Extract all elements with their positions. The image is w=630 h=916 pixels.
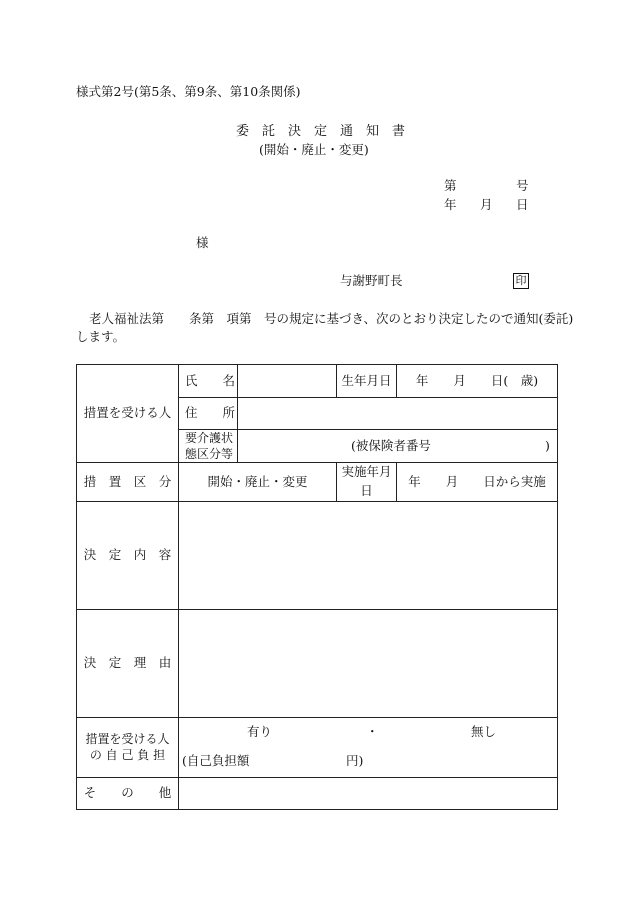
birth-value[interactable]: 年 月 日( 歳): [397, 365, 558, 398]
burden-label-line1: 措置を受ける人: [85, 732, 170, 747]
document-subtitle: (開始・廃止・変更): [259, 142, 369, 157]
burden-label-line2: の 自 己 負 担: [89, 748, 166, 763]
doc-number-go: 号: [516, 178, 529, 193]
issuer-name: 与謝野町長: [340, 273, 403, 288]
name-value-cell[interactable]: [238, 365, 337, 398]
date-day: 日: [516, 197, 529, 212]
burden-no-option[interactable]: 無し: [471, 723, 497, 739]
row-self-burden: [77, 717, 558, 777]
content-value-cell[interactable]: [179, 501, 558, 609]
address-label: 住 所: [179, 398, 238, 430]
care-level-label-line1: 要介護状: [185, 431, 234, 445]
category-label: 措 置 区 分: [77, 463, 179, 502]
decision-form-table: [76, 364, 558, 810]
row-content: [77, 501, 558, 609]
burden-yen-unit: 円): [346, 752, 364, 768]
doc-number-dai: 第: [444, 178, 457, 193]
row-name: [77, 365, 558, 398]
category-value[interactable]: 開始・廃止・変更: [179, 463, 337, 502]
insured-number-label: (被保険者番号: [351, 438, 431, 454]
person-label: 措置を受ける人: [77, 365, 179, 463]
other-value-cell[interactable]: [179, 777, 558, 809]
care-level-label-line2: 態区分等: [185, 447, 234, 462]
care-level-label: [179, 430, 238, 463]
date-month: 月: [480, 197, 493, 212]
date-year: 年: [444, 197, 457, 212]
impl-date-value[interactable]: 年 月 日から実施: [397, 463, 558, 502]
address-value-cell[interactable]: [238, 398, 558, 430]
body-text-line2: します。: [76, 329, 126, 344]
row-other: [77, 777, 558, 809]
body-text-line1: 老人福祉法第 条第 項第 号の規定に基づき、次のとおり決定したので通知(委託): [89, 311, 574, 326]
burden-separator: ・: [366, 723, 379, 739]
content-label: 決 定 内 容: [77, 501, 179, 609]
reason-value-cell[interactable]: [179, 609, 558, 717]
name-label: 氏 名: [179, 365, 238, 398]
burden-yes-option[interactable]: 有り: [247, 723, 273, 739]
document-title: 委 託 決 定 通 知 書: [236, 124, 406, 139]
burden-amount-label: (自己負担額: [182, 752, 250, 768]
burden-value-cell[interactable]: [179, 717, 558, 777]
care-level-value-cell[interactable]: [238, 430, 558, 463]
seal-mark: 印: [513, 273, 529, 289]
addressee-suffix: 様: [196, 235, 209, 250]
row-reason: [77, 609, 558, 717]
reason-label: 決 定 理 由: [77, 609, 179, 717]
impl-date-label: 実施年月日: [337, 463, 397, 502]
form-number: 様式第2号(第5条、第9条、第10条関係): [76, 84, 301, 99]
other-label: そ の 他: [77, 777, 179, 809]
row-category: [77, 463, 558, 502]
birth-label: 生年月日: [337, 365, 397, 398]
insured-number-close: ): [545, 438, 550, 454]
burden-label: [77, 717, 179, 777]
